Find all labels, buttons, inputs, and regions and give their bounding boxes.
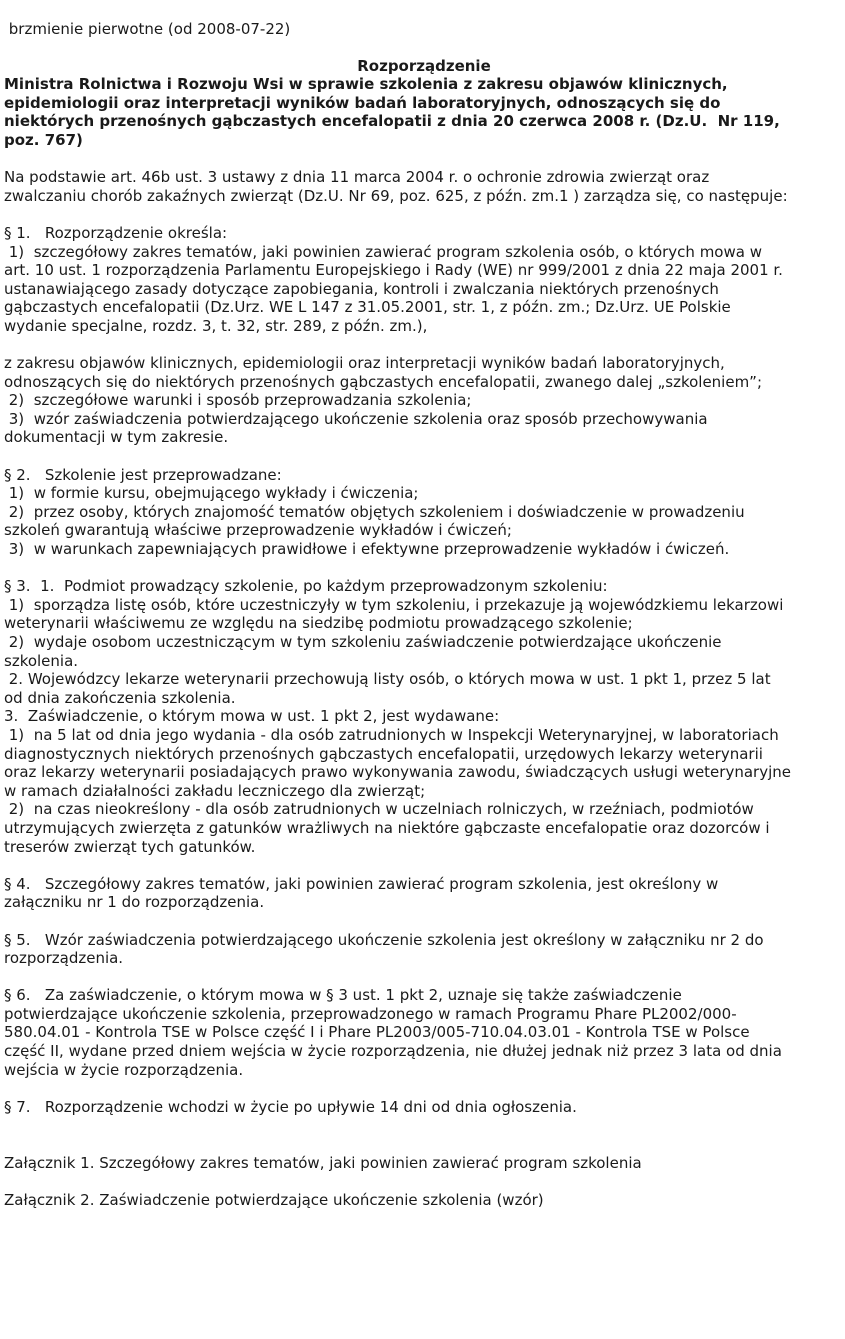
document-heading	[4, 75, 844, 149]
section-line: § 3. 1. Podmiot prowadzący szkolenie, po każdym przeprowadzonym szkoleniu:	[4, 577, 608, 596]
section-line: szkolenia.	[4, 651, 79, 670]
section-line: § 6. Za zaświadczenie, o którym mowa w § 3 ust. 1 pkt 2, uznaje się także zaświadczenie	[4, 986, 682, 1005]
section-paragraph-4	[4, 875, 844, 912]
section-line: 3) wzór zaświadczenia potwierdzającego ukończenie szkolenia oraz sposób przechowywania	[4, 409, 708, 428]
spacer	[4, 1079, 844, 1098]
preamble-line: Na podstawie art. 46b ust. 3 ustawy z dnia 11 marca 2004 r. o ochronie zdrowia zwierząt oraz	[4, 168, 710, 187]
section-line: weterynarii właściwemu ze względu na siedzibę podmiotu prowadzącego szkolenie;	[4, 614, 633, 633]
document-page	[4, 20, 844, 1209]
section-line: § 1. Rozporządzenie określa:	[4, 223, 228, 242]
section-line: 1) w formie kursu, obejmującego wykłady i ćwiczenia;	[4, 484, 419, 503]
section-paragraph-1	[4, 224, 844, 447]
section-line: w ramach działalności zakładu leczniczego dla zwierząt;	[4, 781, 426, 800]
section-line: 2) przez osoby, których znajomość tematów objętych szkoleniem i doświadczenie w prowadzeniu	[4, 502, 745, 521]
section-line: 3) w warunkach zapewniających prawidłowe i efektywne przeprowadzenie wykładów i ćwiczeń.	[4, 540, 730, 559]
section-paragraph-6	[4, 986, 844, 1079]
preamble-line: zwalczaniu chorób zakaźnych zwierząt (Dz.U. Nr 69, poz. 625, z późn. zm.1 ) zarządza się, co następuje:	[4, 186, 788, 205]
section-line: diagnostycznych niektórych przenośnych gąbczastych encefalopatii, urzędowych lekarzy weterynarii	[4, 744, 763, 763]
section-line: utrzymujących zwierzęta z gatunków wrażliwych na niektóre gąbczaste encefalopatie oraz dozorców i	[4, 818, 770, 837]
document-title: Rozporządzenie	[357, 56, 491, 75]
section-line: szkoleń gwarantują właściwe przeprowadzenie wykładów i ćwiczeń;	[4, 521, 512, 540]
heading-line: niektórych przenośnych gąbczastych encefalopatii z dnia 20 czerwca 2008 r. (Dz.U. Nr 119,	[4, 112, 780, 131]
section-line: 1) na 5 lat od dnia jego wydania - dla osób zatrudnionych w Inspekcji Weterynaryjnej, w laboratoriach	[4, 725, 779, 744]
section-line: 1) sporządza listę osób, które uczestniczyły w tym szkoleniu, i przekazuje ją wojewódzkiemu lekarzowi	[4, 595, 784, 614]
section-line: art. 10 ust. 1 rozporządzenia Parlamentu Europejskiego i Rady (WE) nr 999/2001 z dnia 22 maja 2001 r.	[4, 261, 783, 280]
section-line: odnoszących się do niektórych przenośnych gąbczastych encefalopatii, zwanego dalej „szkoleniem”;	[4, 372, 763, 391]
attachment-link-1[interactable]: Załącznik 1. Szczegółowy zakres tematów, jaki powinien zawierać program szkolenia	[4, 1153, 642, 1172]
section-line: gąbczastych encefalopatii (Dz.Urz. WE L 147 z 31.05.2001, str. 1, z późn. zm.; Dz.Urz. UE Polskie	[4, 298, 731, 317]
section-line	[4, 336, 844, 355]
section-line: 2) szczegółowe warunki i sposób przeprowadzania szkolenia;	[4, 391, 472, 410]
section-paragraph-2	[4, 466, 844, 559]
section-paragraph-3	[4, 577, 844, 856]
section-line: oraz lekarzy weterynarii posiadających prawo wykonywania zawodu, świadczących usługi weterynaryjne	[4, 763, 791, 782]
attachment-link-2[interactable]: Załącznik 2. Zaświadczenie potwierdzające ukończenie szkolenia (wzór)	[4, 1190, 544, 1209]
section-line: załączniku nr 1 do rozporządzenia.	[4, 893, 265, 912]
section-line: 3. Zaświadczenie, o którym mowa w ust. 1 pkt 2, jest wydawane:	[4, 707, 500, 726]
spacer	[4, 447, 844, 466]
section-line: 2) na czas nieokreślony - dla osób zatrudnionych w uczelniach rolniczych, w rzeźniach, podmiotów	[4, 800, 754, 819]
document-sections	[4, 205, 844, 1116]
section-line: 2) wydaje osobom uczestniczącym w tym szkoleniu zaświadczenie potwierdzające ukończenie	[4, 633, 722, 651]
spacer	[4, 912, 844, 931]
section-line: potwierdzające ukończenie szkolenia, przeprowadzonego w ramach Programu Phare PL2002/000-	[4, 1004, 737, 1023]
section-line: § 5. Wzór zaświadczenia potwierdzającego ukończenie szkolenia jest określony w załączniku nr 2 do	[4, 930, 764, 949]
section-line: 1) szczegółowy zakres tematów, jaki powinien zawierać program szkolenia osób, o których mowa w	[4, 242, 762, 261]
spacer	[4, 968, 844, 987]
spacer	[4, 856, 844, 875]
spacer	[4, 1116, 844, 1153]
heading-line: poz. 767)	[4, 130, 83, 149]
attachment-list	[4, 1154, 844, 1210]
section-line: rozporządzenia.	[4, 949, 124, 968]
section-line: ustanawiającego zasady dotyczące zapobiegania, kontroli i zwalczania niektórych przenośnych	[4, 279, 719, 298]
section-paragraph-5	[4, 931, 844, 968]
section-line: wydanie specjalne, rozdz. 3, t. 32, str. 289, z późn. zm.),	[4, 316, 428, 335]
heading-line: epidemiologii oraz interpretacji wyników badań laboratoryjnych, odnoszących się do	[4, 93, 721, 112]
section-line: 580.04.01 - Kontrola TSE w Polsce część I i Phare PL2003/005-710.04.03.01 - Kontrola TSE w Polsce	[4, 1023, 750, 1042]
spacer	[4, 205, 844, 224]
section-line: część II, wydane przed dniem wejścia w życie rozporządzenia, nie dłużej jednak niż przez 3 lata od dnia	[4, 1042, 782, 1061]
section-line: 2. Wojewódzcy lekarze weterynarii przechowują listy osób, o których mowa w ust. 1 pkt 1, przez 5 lat	[4, 670, 771, 689]
spacer	[4, 150, 844, 169]
spacer	[4, 1172, 844, 1191]
section-line: wejścia w życie rozporządzenia.	[4, 1060, 244, 1079]
spacer	[4, 559, 844, 578]
section-line: treserów zwierząt tych gatunków.	[4, 837, 256, 856]
heading-line: Ministra Rolnictwa i Rozwoju Wsi w sprawie szkolenia z zakresu objawów klinicznych,	[4, 75, 728, 94]
version-status: brzmienie pierwotne (od 2008-07-22)	[4, 20, 291, 38]
section-line: § 4. Szczegółowy zakres tematów, jaki powinien zawierać program szkolenia, jest określony w	[4, 874, 719, 893]
section-line: § 2. Szkolenie jest przeprowadzane:	[4, 465, 282, 484]
section-paragraph-7	[4, 1098, 844, 1117]
section-line: od dnia zakończenia szkolenia.	[4, 688, 236, 707]
section-line: dokumentacji w tym zakresie.	[4, 428, 229, 447]
section-line: § 7. Rozporządzenie wchodzi w życie po upływie 14 dni od dnia ogłoszenia.	[4, 1097, 577, 1116]
preamble	[4, 168, 844, 205]
section-line: z zakresu objawów klinicznych, epidemiologii oraz interpretacji wyników badań laboratoryjnych,	[4, 354, 725, 373]
